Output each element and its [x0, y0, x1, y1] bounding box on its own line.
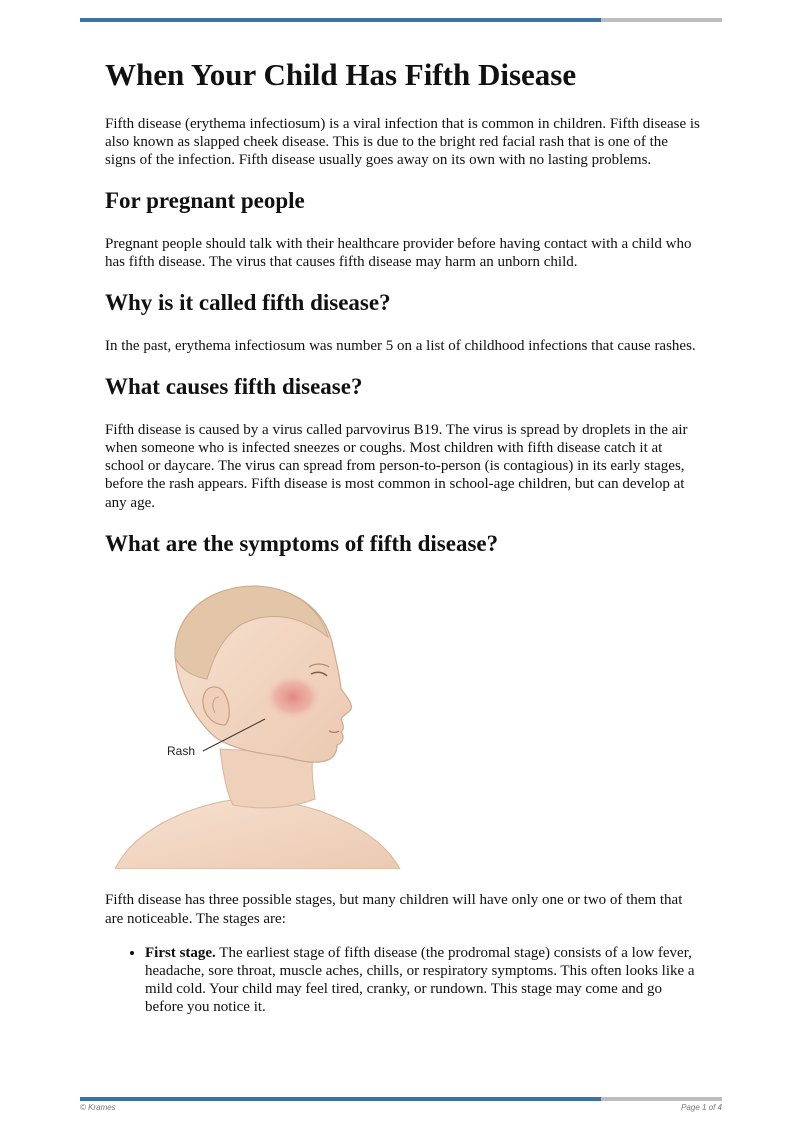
bottom-rule-accent: [80, 1097, 601, 1101]
list-item: [145, 944, 700, 1017]
child-profile-image: [115, 579, 405, 869]
top-rule: [80, 18, 722, 22]
paragraph-symptoms: Fifth disease has three possible stages, but many children will have only one or two of them that are noticeable. The stages are:: [105, 892, 683, 927]
heading-why-fifth: Why is it called fifth disease?: [105, 290, 391, 316]
paragraph-why-fifth: In the past, erythema infectiosum was number 5 on a list of childhood infections that cause rashes.: [105, 337, 696, 354]
top-rule-accent: [80, 18, 601, 22]
stage-term: First stage.: [145, 944, 216, 961]
bottom-rule-secondary: [601, 1097, 722, 1101]
stages-list: [105, 944, 700, 1017]
heading-causes: What causes fifth disease?: [105, 374, 363, 400]
top-rule-secondary: [601, 18, 722, 22]
footer-page-number: Page 1 of 4: [681, 1103, 722, 1112]
heading-symptoms: What are the symptoms of fifth disease?: [105, 530, 499, 556]
paragraph-pregnant-people: Pregnant people should talk with their healthcare provider before having contact with a child who has fifth disease. The virus that causes fifth disease may harm an unborn child.: [105, 235, 692, 271]
footer-copyright: © Krames: [80, 1103, 116, 1112]
rash-area: [263, 673, 323, 721]
child-rash-illustration: [115, 579, 405, 869]
intro-paragraph: Fifth disease (erythema infectiosum) is a viral infection that is common in children. Fifth disease is also known as slapped cheek disease. This is due to the bright red facial rash that is one of the signs of the infection. Fifth disease usually goes away on its own with no lasting problems.: [105, 115, 700, 169]
document-body: [105, 56, 700, 1017]
page-title: When Your Child Has Fifth Disease: [105, 57, 577, 92]
bottom-rule: [80, 1097, 722, 1101]
paragraph-causes: Fifth disease is caused by a virus called parvovirus B19. The virus is spread by droplets in the air when someone who is infected sneezes or coughs. Most children with fifth disease catch it at school or daycare. The virus can spread from person-to-person (is contagious) in its early stages, before the rash appears. Fifth disease is most common in school-age children, but can develop at any age.: [105, 421, 688, 511]
heading-pregnant-people: For pregnant people: [105, 188, 305, 214]
rash-label: Rash: [167, 744, 196, 759]
stage-text: The earliest stage of fifth disease (the prodromal stage) consists of a low fever, headache, sore throat, muscle aches, chills, or respiratory symptoms. This often looks like a mild cold. Your child may feel tired, cranky, or rundown. This stage may come and go before you notice it.: [145, 944, 695, 1016]
